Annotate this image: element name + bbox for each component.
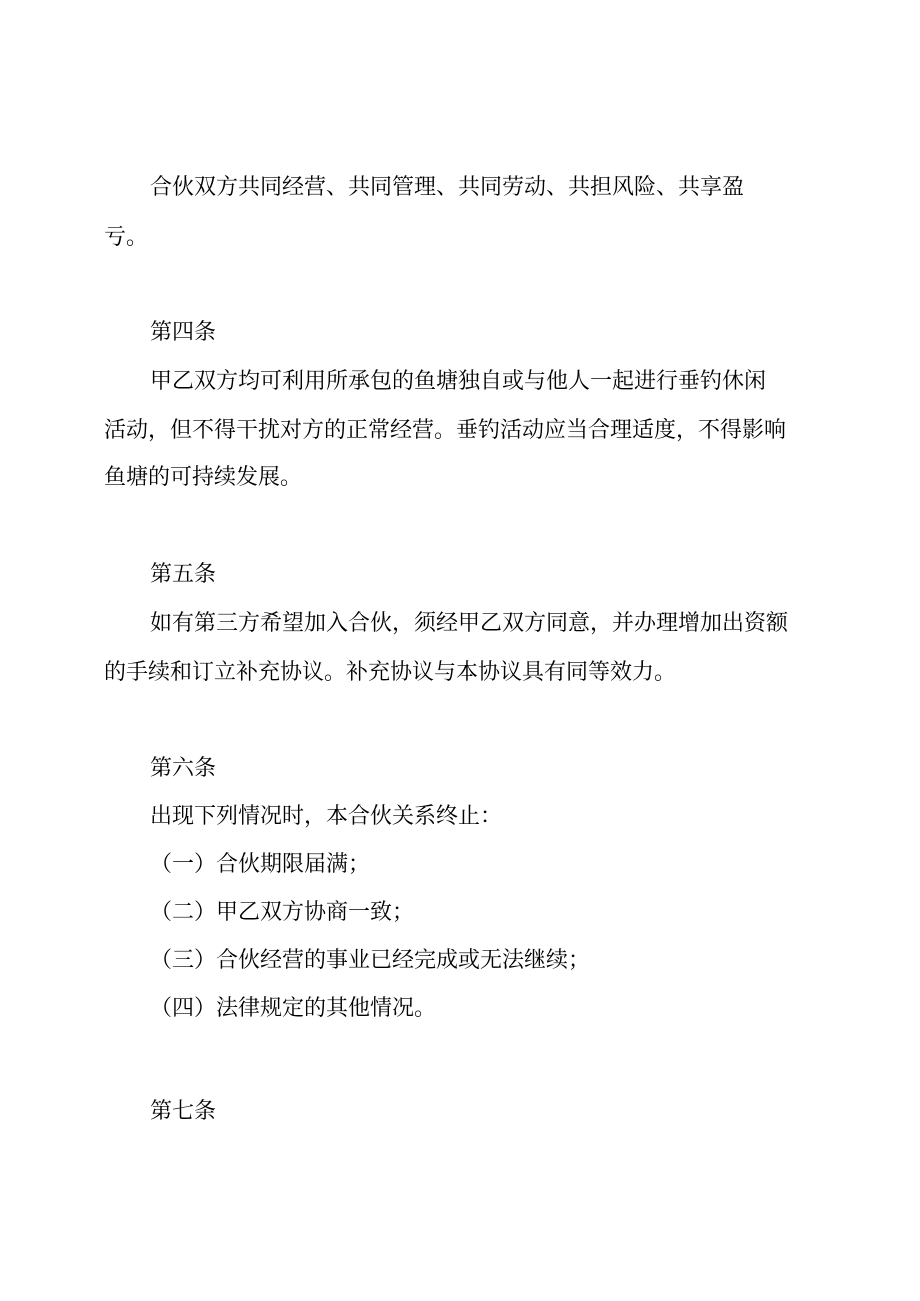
list-item: （三）合伙经营的事业已经完成或无法继续； bbox=[150, 948, 591, 973]
paragraph-text: 甲乙双方均可利用所承包的鱼塘独自或与他人一起进行垂钓休闲 bbox=[150, 369, 767, 394]
paragraph-text: 合伙双方共同经营、共同管理、共同劳动、共担风险、共享盈 bbox=[150, 175, 745, 200]
paragraph-text: 的手续和订立补充协议。补充协议与本协议具有同等效力。 bbox=[104, 660, 677, 685]
list-item: （一）合伙期限届满； bbox=[150, 852, 371, 877]
article-heading: 第六条 bbox=[150, 756, 217, 781]
article-heading: 第七条 bbox=[150, 1099, 217, 1124]
paragraph-text: 活动，但不得干扰对方的正常经营。垂钓活动应当合理适度，不得影响 bbox=[104, 418, 787, 443]
paragraph-text: 如有第三方希望加入合伙，须经甲乙双方同意，并办理增加出资额 bbox=[150, 611, 789, 636]
list-item: （二）甲乙双方协商一致； bbox=[150, 900, 415, 925]
paragraph-text: 出现下列情况时，本合伙关系终止： bbox=[150, 804, 503, 829]
list-item: （四）法律规定的其他情况。 bbox=[150, 996, 437, 1021]
article-heading: 第四条 bbox=[150, 320, 217, 345]
article-heading: 第五条 bbox=[150, 562, 217, 587]
paragraph-text: 鱼塘的可持续发展。 bbox=[104, 465, 303, 490]
paragraph-text: 亏。 bbox=[104, 225, 149, 250]
